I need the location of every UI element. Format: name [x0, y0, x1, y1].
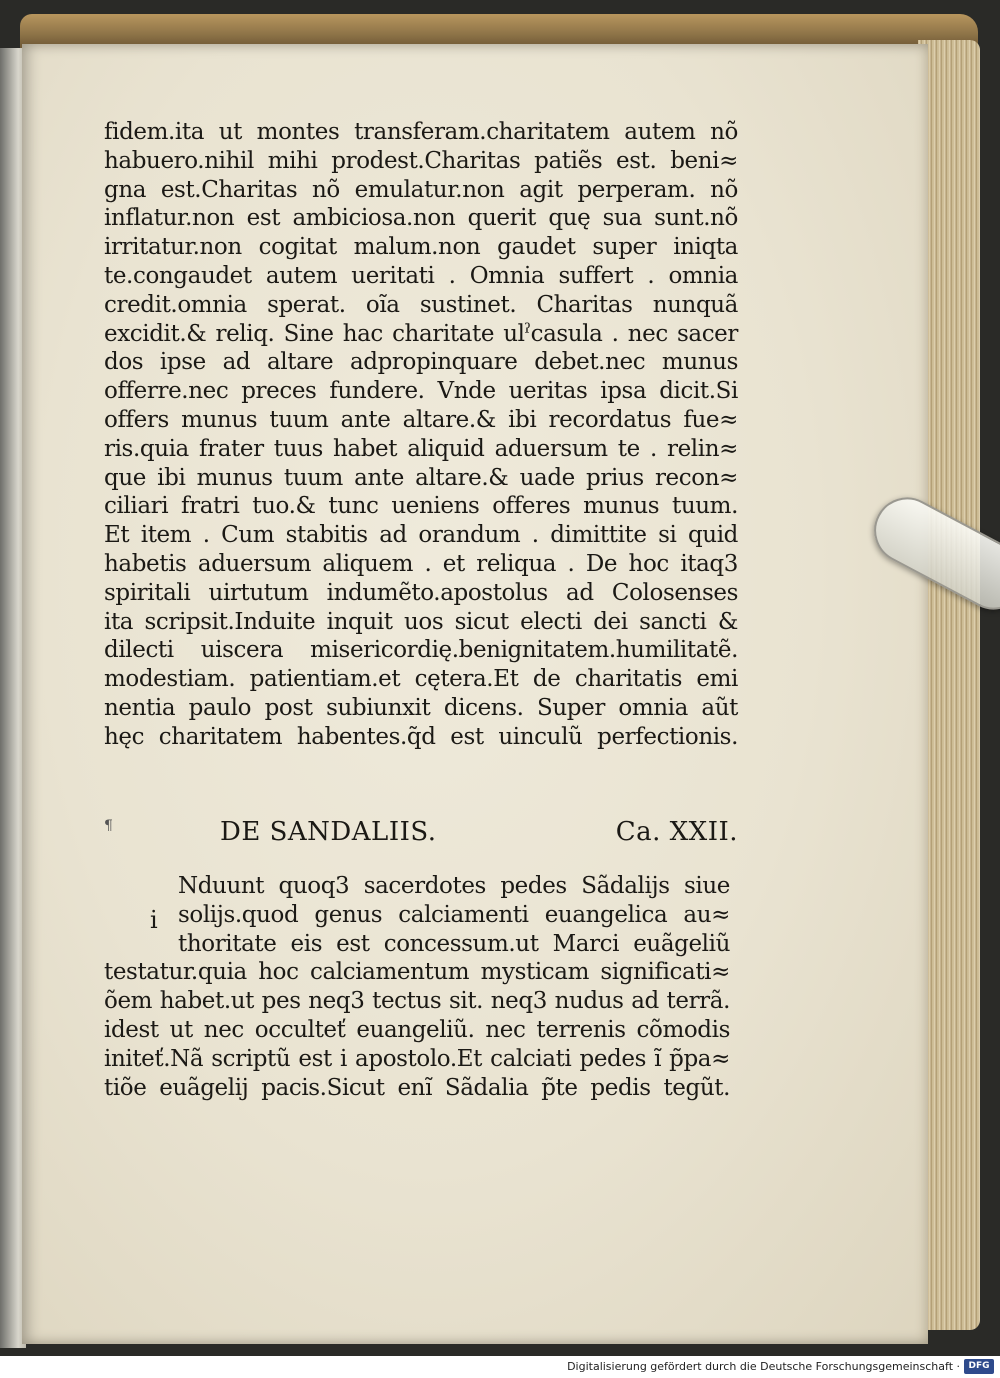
body-text — [104, 118, 738, 752]
text-line: fidem.ita ut montes transferam.charitatem autem nõ — [104, 119, 738, 145]
initial-letter: i — [150, 906, 158, 934]
chapter-line: solijs.quod genus calciamenti euangelica au≈ — [178, 901, 730, 928]
chapter-line: thoritate eis est concessum.ut Marci euãgeliũ — [178, 930, 730, 957]
text-line: te.congaudet autem ueritati . Omnia suffert . omnia — [104, 262, 738, 289]
chapter-line: õem habet.ut pes neq3 tectus sit. neq3 nudus ad terrã. — [104, 988, 730, 1015]
chapter-line: idest ut nec occulteť euangeliũ. nec terrenis cõmodis — [104, 1016, 730, 1043]
text-line: offers munus tuum ante altare.& ibi recordatus fue≈ — [104, 406, 738, 433]
text-line: Et item . Cum stabitis ad orandum . dimittite si quid — [104, 522, 738, 549]
chapter-number: Ca. XXII. — [615, 817, 738, 847]
text-line: ita scripsit.Induite inquit uos sicut electi dei sancti & — [104, 608, 738, 635]
chapter-line: initeť.Nã scriptũ est i apostolo.Et calciati pedes ĩ p̃pa≈ — [104, 1045, 730, 1072]
text-line: irritatur.non cogitat malum.non gaudet super iniqta — [104, 234, 738, 261]
text-line: credit.omnia sperat. oĩa sustinet. Charitas nunquã — [104, 291, 738, 318]
chapter-title: DE SANDALIIS. — [220, 817, 437, 847]
text-line: nentia paulo post subiunxit dicens. Super omnia aũt — [104, 694, 738, 721]
text-line: ris.quia frater tuus habet aliquid aduersum te . relin≈ — [104, 435, 738, 462]
text-line: excidit.& reliq. Sine hac charitate ulˀcasula . nec sacer — [104, 320, 738, 347]
dfg-logo: DFG — [964, 1359, 994, 1374]
paragraph-mark: ¶ — [104, 818, 113, 834]
chapter-text — [104, 872, 730, 1102]
text-line: hęc charitatem habentes.q̃d est uinculũ perfectionis. — [104, 723, 738, 750]
text-line: habuero.nihil mihi prodest.Charitas patiẽs est. beni≈ — [104, 147, 738, 174]
text-line: que ibi munus tuum ante altare.& uade prius recon≈ — [104, 464, 738, 491]
text-line: inflatur.non est ambiciosa.non querit quę sua sunt.nõ — [104, 205, 738, 232]
chapter-line: testatur.quia hoc calciamentum mysticam significati≈ — [104, 959, 730, 986]
funding-credit: Digitalisierung gefördert durch die Deutsche Forschungsgemeinschaft · — [567, 1360, 960, 1373]
text-line: offerre.nec preces fundere. Vnde ueritas ipsa dicit.Si — [104, 378, 738, 405]
text-line: ciliari fratri tuo.& tunc ueniens offeres munus tuum. — [104, 493, 738, 520]
footer-bar — [0, 1356, 1000, 1378]
text-line: spiritali uirtutum indumẽto.apostolus ad Colosenses — [104, 579, 738, 606]
chapter-heading — [104, 814, 738, 850]
chapter-line: Nduunt quoq3 sacerdotes pedes Sãdalijs siue — [178, 873, 730, 899]
text-line: dos ipse ad altare adpropinquare debet.nec munus — [104, 349, 738, 376]
text-line: dilecti uiscera misericordię.benignitatem.humilitatẽ. — [104, 637, 738, 664]
text-line: modestiam. patientiam.et cętera.Et de charitatis emi — [104, 666, 738, 693]
text-line: gna est.Charitas nõ emulatur.non agit perperam. nõ — [104, 176, 738, 203]
chapter-line: tiõe euãgelij pacis.Sicut enĩ Sãdalia p̃te pedis tegũt. — [104, 1074, 730, 1101]
text-line: habetis aduersum aliquem . et reliqua . De hoc itaq3 — [104, 550, 738, 577]
